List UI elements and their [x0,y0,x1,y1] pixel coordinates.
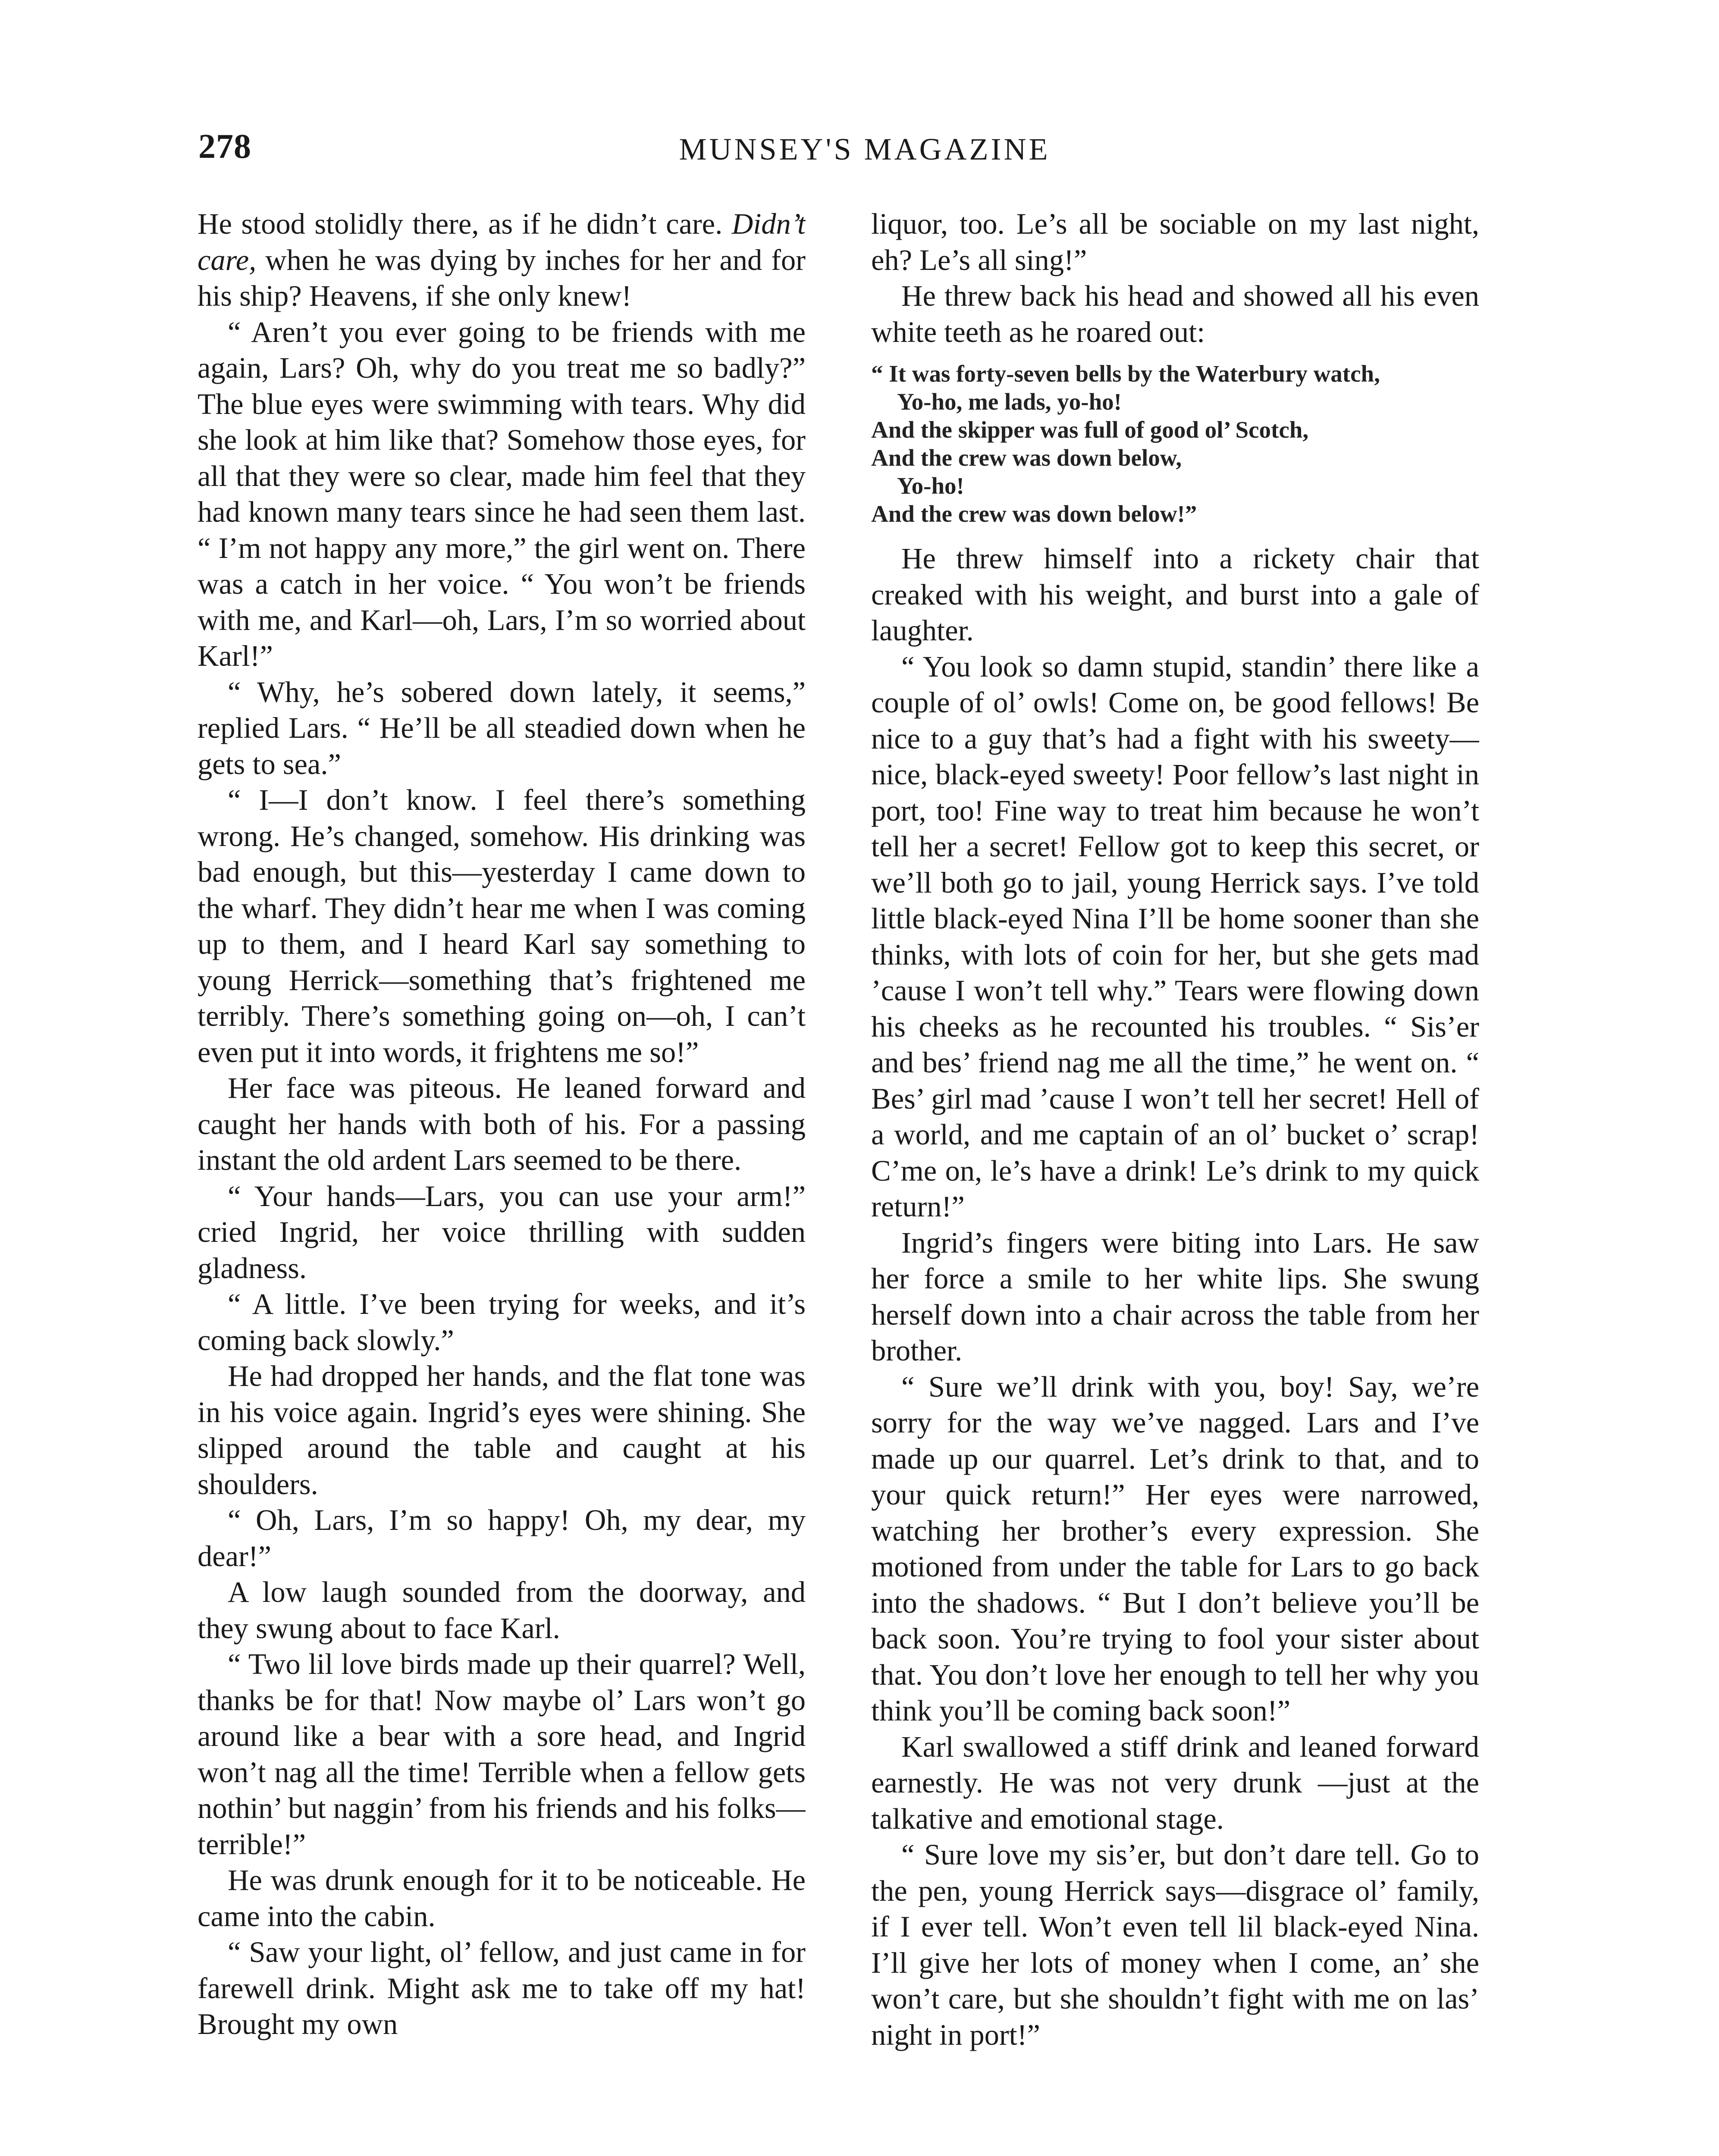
song-line: And the crew was down below!” [871,501,1197,527]
paragraph: “ Oh, Lars, I’m so happy! Oh, my dear, my dear!” [198,1504,806,1573]
paragraph: He threw back his head and showed all his even white teeth as he roared out: [871,279,1479,348]
paragraph: Her face was piteous. He leaned forward and caught her hands with both of his. For a passing instant the old ardent Lars seemed to be there. [198,1072,806,1176]
running-title: MUNSEY'S MAGAZINE [679,132,1051,166]
song-line: “ It was forty-seven bells by the Waterbury watch, [871,360,1380,387]
paragraph-text: He stood stolidly there, as if he didn’t care. [198,207,732,240]
paragraph-text: when he was dying by inches for her and for his ship? Heavens, if she only knew! [198,243,806,312]
page-number: 278 [198,128,251,166]
paragraph: “ A little. I’ve been trying for weeks, and it’s coming back slowly.” [198,1288,806,1357]
song-line: Yo-ho! [897,473,964,499]
paragraph: “ Your hands—Lars, you can use your arm!” cried Ingrid, her voice thrilling with sudden gladness. [198,1179,806,1285]
song-verse [871,360,1479,528]
italic-text: Didn’t care, [198,207,806,276]
paragraph: “ You look so damn stupid, standin’ there like a couple of ol’ owls! Come on, be good fellows! Be nice to a guy that’s had a fight with his sweety—nice, black-eyed sweety! Poor fellow’s last night in port, too! Fine way to treat him because he won’t tell her a secret! Fellow got to keep this secret, or we’ll both go to jail, young Herrick says. I’ve told little black-eyed Nina I’ll be home sooner than she thinks, with lots of coin for her, but she gets mad ’cause I won’t tell why.” Tears were flowing down his cheeks as he recounted his troubles. “ Sis’er and bes’ friend nag me all the time,” he went on. “ Bes’ girl mad ’cause I won’t tell her secret! Hell of a world, and me captain of an ol’ bucket o’ scrap! C’me on, le’s have a drink! Le’s drink to my quick return!” [871,650,1479,1223]
paragraph: Karl swallowed a stiff drink and leaned forward earnestly. He was not very drunk —just at the talkative and emotional stage. [871,1730,1479,1835]
paragraph: He had dropped her hands, and the flat tone was in his voice again. Ingrid’s eyes were shining. She slipped around the table and caught at his shoulders. [198,1360,806,1501]
paragraph: liquor, too. Le’s all be sociable on my last night, eh? Le’s all sing!” [871,207,1479,276]
song-line: Yo-ho, me lads, yo-ho! [897,389,1122,415]
paragraph: A low laugh sounded from the doorway, and they swung about to face Karl. [198,1576,806,1645]
paragraph: “ Two lil love birds made up their quarrel? Well, thanks be for that! Now maybe ol’ Lars won’t go around like a bear with a sore head, and Ingrid won’t nag all the time! Terrible when a fellow gets nothin’ but naggin’ from his friends and his folks—terrible!” [198,1648,806,1861]
paragraph: “ Sure love my sis’er, but don’t dare tell. Go to the pen, young Herrick says—disgrace ol’ family, if I ever tell. Won’t even tell lil black-eyed Nina. I’ll give her lots of money when I come, an’ she won’t care, but she shouldn’t fight with me on las’ night in port!” [871,1838,1479,2051]
paragraph: He threw himself into a rickety chair that creaked with his weight, and burst into a gale of laughter. [871,542,1479,647]
paragraph: “ Why, he’s sobered down lately, it seems,” replied Lars. “ He’ll be all steadied down when he gets to sea.” [198,675,806,780]
page-header [198,127,1531,179]
paragraph: “ Aren’t you ever going to be friends with me again, Lars? Oh, why do you treat me so badly?” The blue eyes were swimming with tears. Why did she look at him like that? Somehow those eyes, for all that they were so clear, made him feel that they had known many tears since he had seen them last. “ I’m not happy any more,” the girl went on. There was a catch in her voice. “ You won’t be friends with me, and Karl—oh, Lars, I’m so worried about Karl!” [198,315,806,672]
paragraph [198,206,806,314]
song-line: And the crew was down below, [871,445,1182,471]
right-column [871,206,1479,2156]
left-column [198,206,806,2156]
song-line: And the skipper was full of good ol’ Scotch, [871,417,1309,443]
paragraph: Ingrid’s fingers were biting into Lars. He saw her force a smile to her white lips. She swung herself down into a chair across the table from her brother. [871,1226,1479,1367]
paragraph: “ I—I don’t know. I feel there’s something wrong. He’s changed, somehow. His drinking was bad enough, but this—yesterday I came down to the wharf. They didn’t hear me when I was coming up to them, and I heard Karl say something to young Herrick—something that’s frightened me terribly. There’s something going on—oh, I can’t even put it into words, it frightens me so!” [198,783,806,1069]
paragraph: “ Saw your light, ol’ fellow, and just came in for farewell drink. Might ask me to take off my hat! Brought my own [198,1936,806,2040]
paragraph: He was drunk enough for it to be noticeable. He came into the cabin. [198,1864,806,1933]
paragraph: “ Sure we’ll drink with you, boy! Say, we’re sorry for the way we’ve nagged. Lars and I’ve made up our quarrel. Let’s drink to that, and to your quick return!” Her eyes were narrowed, watching her brother’s every expression. She motioned from under the table for Lars to go back into the shadows. “ But I don’t believe you’ll be back soon. You’re trying to fool your sister about that. You don’t love her enough to tell her why you think you’ll be coming back soon!” [871,1370,1479,1727]
